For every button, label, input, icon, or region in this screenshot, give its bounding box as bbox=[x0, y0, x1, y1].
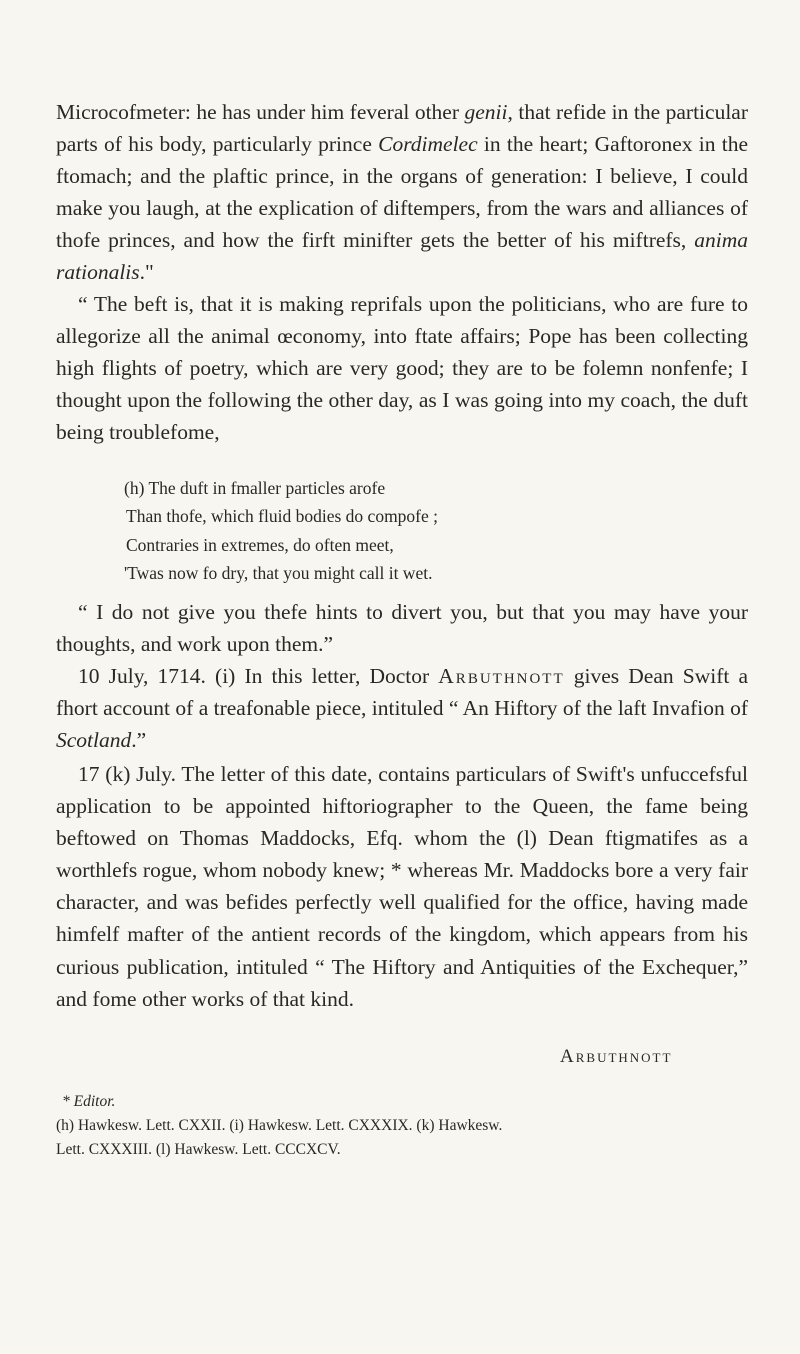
paragraph-17-july bbox=[56, 758, 748, 1015]
verse-line-4: 'Twas now fo dry, that you might call it wet. bbox=[124, 563, 433, 584]
cordimelec-italic: Cordimelec bbox=[378, 132, 478, 157]
verse-line-3: Contraries in extremes, do often meet, bbox=[126, 534, 394, 555]
verse-quotation bbox=[124, 474, 684, 588]
signature-arbuthnott: Arbuthnott bbox=[560, 1046, 673, 1067]
paragraph1-text-b: , that refide in the particular parts of his body, particularly prince bbox=[56, 100, 748, 157]
paragraph1-text-d: ." bbox=[139, 260, 154, 285]
scotland-italic: Scotland bbox=[56, 728, 132, 753]
paragraph1-text-a: Microcofmeter: he has under him feveral other bbox=[56, 100, 465, 124]
verse-line-2: Than thofe, which fluid bodies do compofe ; bbox=[126, 506, 439, 527]
paragraph-the-best bbox=[56, 288, 748, 448]
paragraph4-text-c: .” bbox=[131, 728, 147, 753]
verse-line-1: (h) The duft in fmaller particles arofe bbox=[124, 478, 386, 498]
footnotes bbox=[56, 1090, 756, 1162]
paragraph-microcosmeter bbox=[56, 96, 748, 289]
paragraph5-text: 17 (k) July. The letter of this date, contains particulars of Swift's unfuccefsful application to be appointed hiftoriographer to the Queen, the fame being beftowed on Thomas Maddocks, Efq. whom the (l) Dean ftigmatifes as a worthlefs rogue, whom nobody knew; * whereas Mr. Maddocks bore a very fair character, and was befides perfectly well qualified for the office, having made himfelf mafter of the antient records of the kingdom, which appears from his curious publication, intituled “ The Hiftory and Antiquities of the Exchequer,” and fome other works of that kind. bbox=[56, 762, 748, 1011]
paragraph2-text: “ The beft is, that it is making reprifals upon the politicians, who are fure to allegorize all the animal œconomy, into ftate affairs; Pope has been collecting high flights of poetry, which are very good; they are to be folemn nonfenfe; I thought upon the following the other day, as I was going into my coach, the duft being troublefome, bbox=[56, 292, 748, 445]
paragraph-10-july bbox=[56, 660, 748, 756]
paragraph1-text-c: in the heart; Gaftoronex in the ftomach; and the plaftic prince, in the organs of generation: I believe, I could make you laugh, at the explication of diftempers, from the wars and alliances of thofe princes, and how the firft minifter gets the better of his miftrefs, bbox=[56, 132, 748, 253]
footnote-line-2: Lett. CXXXIII. (l) Hawkesw. Lett. CCCXCV. bbox=[56, 1141, 341, 1158]
arbuthnott-name: Arbuthnott bbox=[438, 664, 565, 688]
anima-rationalis-italic: anima rationalis bbox=[56, 228, 748, 285]
paragraph4-text-b: gives Dean Swift a fhort account of a treafonable piece, intituled “ An Hiftory of the laft Invafion of bbox=[56, 664, 748, 721]
paragraph-hints bbox=[56, 596, 748, 660]
genii-italic: genii bbox=[464, 100, 508, 124]
paragraph3-text: “ I do not give you thefe hints to divert you, but that you may have your thoughts, and work upon them.” bbox=[56, 600, 748, 657]
paragraph4-text-a: 10 July, 1714. (i) In this letter, Doctor bbox=[78, 664, 439, 688]
footnote-line-1: (h) Hawkesw. Lett. CXXII. (i) Hawkesw. Lett. CXXXIX. (k) Hawkesw. bbox=[56, 1117, 503, 1134]
footnote-editor: * Editor. bbox=[62, 1093, 116, 1110]
